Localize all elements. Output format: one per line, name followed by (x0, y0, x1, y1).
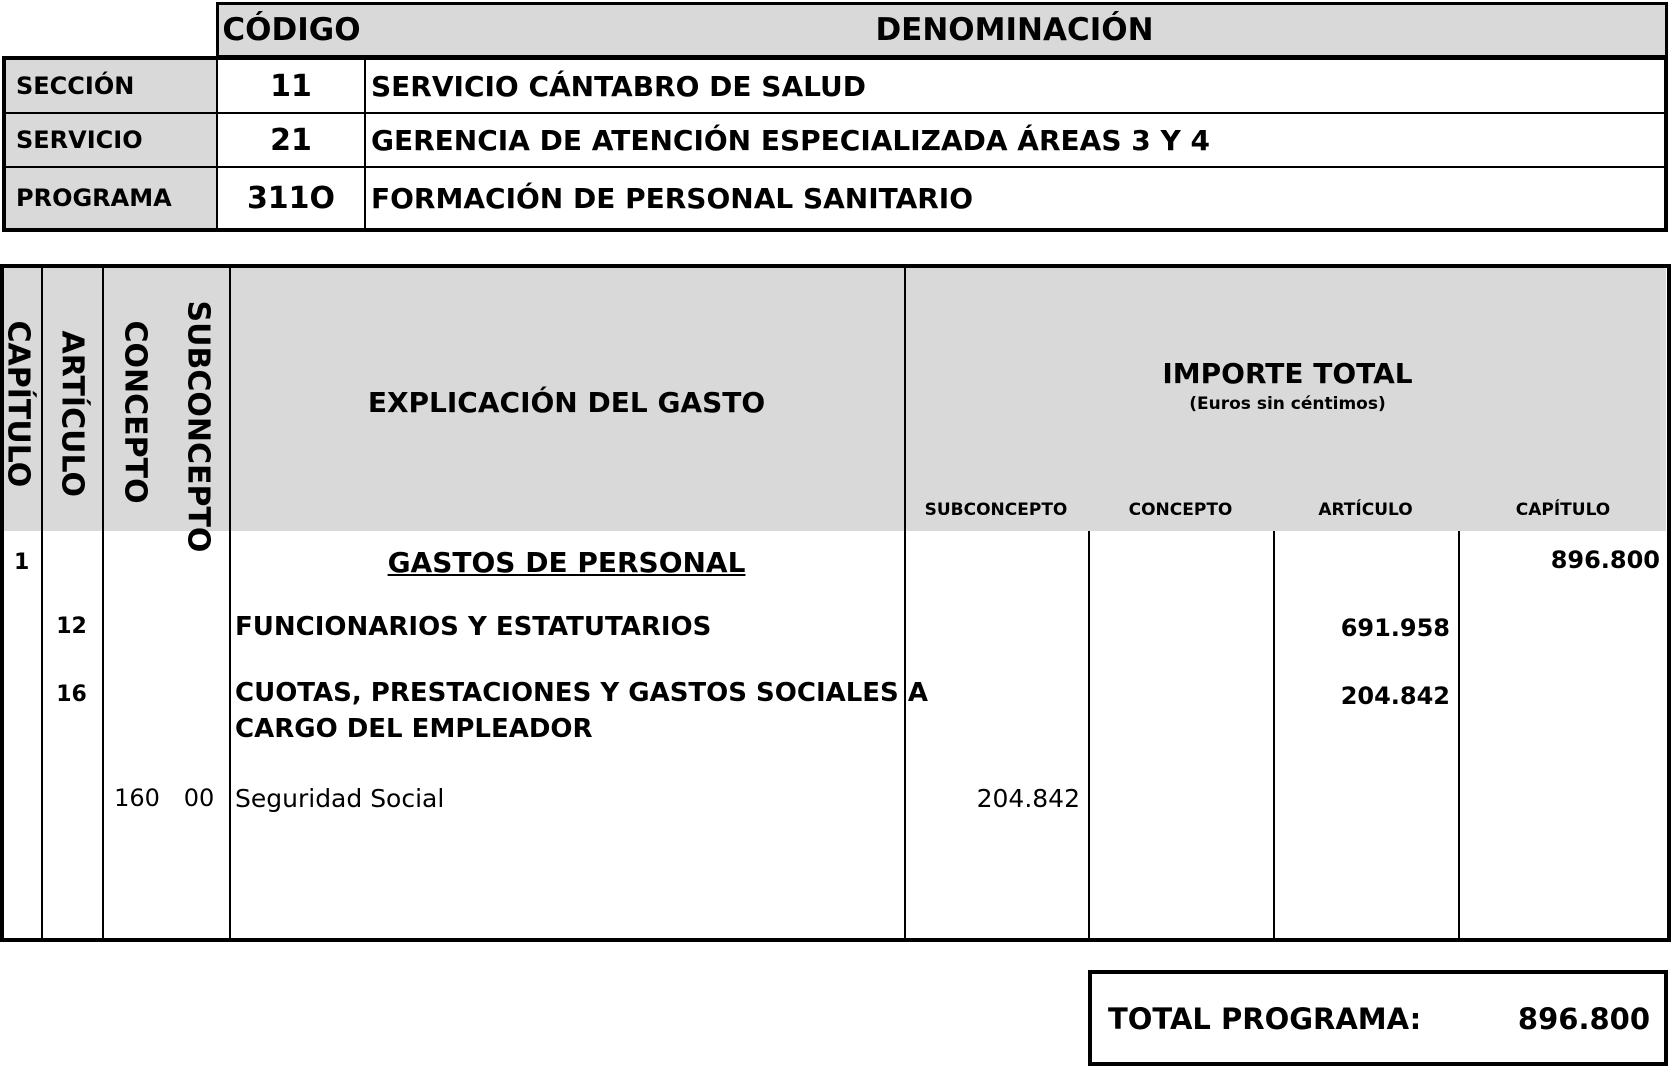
codigo-header: CÓDIGO (216, 2, 367, 58)
col-divider (1273, 531, 1275, 939)
col-divider (229, 267, 231, 939)
programa-code: 311O (246, 180, 336, 216)
total-programa-box (1088, 970, 1668, 1066)
denominacion-header: DENOMINACIÓN (364, 2, 1668, 58)
col-header-importe-total: IMPORTE TOTAL (1162, 357, 1413, 390)
header-row-divider (6, 112, 1664, 114)
row-subconcepto-description: Seguridad Social (235, 784, 445, 813)
col-header-concepto: CONCEPTO (117, 320, 153, 504)
total-programa-amount: 896.800 (1517, 1002, 1650, 1036)
seccion-label: SECCIÓN (6, 60, 216, 112)
header-table (2, 2, 1668, 232)
servicio-label: SERVICIO (6, 114, 216, 166)
programa-name: FORMACIÓN DE PERSONAL SANITARIO (371, 181, 974, 215)
col-header-imp-articulo: ARTÍCULO (1318, 500, 1413, 520)
row-articulo-code: 16 (56, 682, 87, 707)
col-header-capitulo: CAPÍTULO (0, 320, 36, 488)
col-header-explicacion: EXPLICACIÓN DEL GASTO (367, 386, 766, 419)
col-divider (102, 267, 104, 939)
row-articulo-description-line1: CUOTAS, PRESTACIONES Y GASTOS SOCIALES A (235, 678, 928, 708)
row-subconcepto-amount: 204.842 (976, 784, 1080, 813)
col-header-imp-concepto: CONCEPTO (1128, 500, 1233, 520)
row-concepto-code: 160 (114, 784, 160, 812)
servicio-name: GERENCIA DE ATENCIÓN ESPECIALIZADA ÁREAS 3 Y 4 (371, 123, 1210, 157)
col-header-articulo: ARTÍCULO (54, 330, 90, 498)
header-row-divider (6, 166, 1664, 168)
header-divider (364, 58, 366, 230)
budget-table (0, 264, 1671, 942)
servicio-code: 21 (270, 122, 312, 158)
seccion-name: SERVICIO CÁNTABRO DE SALUD (371, 69, 866, 103)
row-capitulo-code: 1 (14, 550, 30, 575)
row-capitulo-amount: 896.800 (1550, 546, 1660, 574)
row-articulo-code: 12 (56, 614, 87, 639)
row-articulo-amount: 691.958 (1340, 614, 1450, 642)
header-divider (216, 58, 218, 230)
col-header-subconcepto: SUBCONCEPTO (180, 300, 216, 553)
row-articulo-amount: 204.842 (1340, 682, 1450, 710)
row-articulo-description: FUNCIONARIOS Y ESTATUTARIOS (235, 612, 712, 642)
col-header-imp-subconcepto: SUBCONCEPTO (924, 500, 1068, 520)
row-subconcepto-code: 00 (183, 784, 215, 812)
col-divider (1088, 531, 1090, 939)
col-header-imp-capitulo: CAPÍTULO (1515, 500, 1611, 520)
seccion-code: 11 (270, 68, 312, 104)
row-capitulo-description: GASTOS DE PERSONAL (387, 546, 746, 579)
total-programa-label: TOTAL PROGRAMA: (1108, 1002, 1422, 1036)
col-divider (1458, 531, 1460, 939)
col-divider (41, 267, 43, 939)
row-articulo-description-line2: CARGO DEL EMPLEADOR (235, 714, 593, 744)
programa-label: PROGRAMA (6, 168, 216, 228)
col-header-importe-note: (Euros sin céntimos) (1189, 394, 1386, 414)
